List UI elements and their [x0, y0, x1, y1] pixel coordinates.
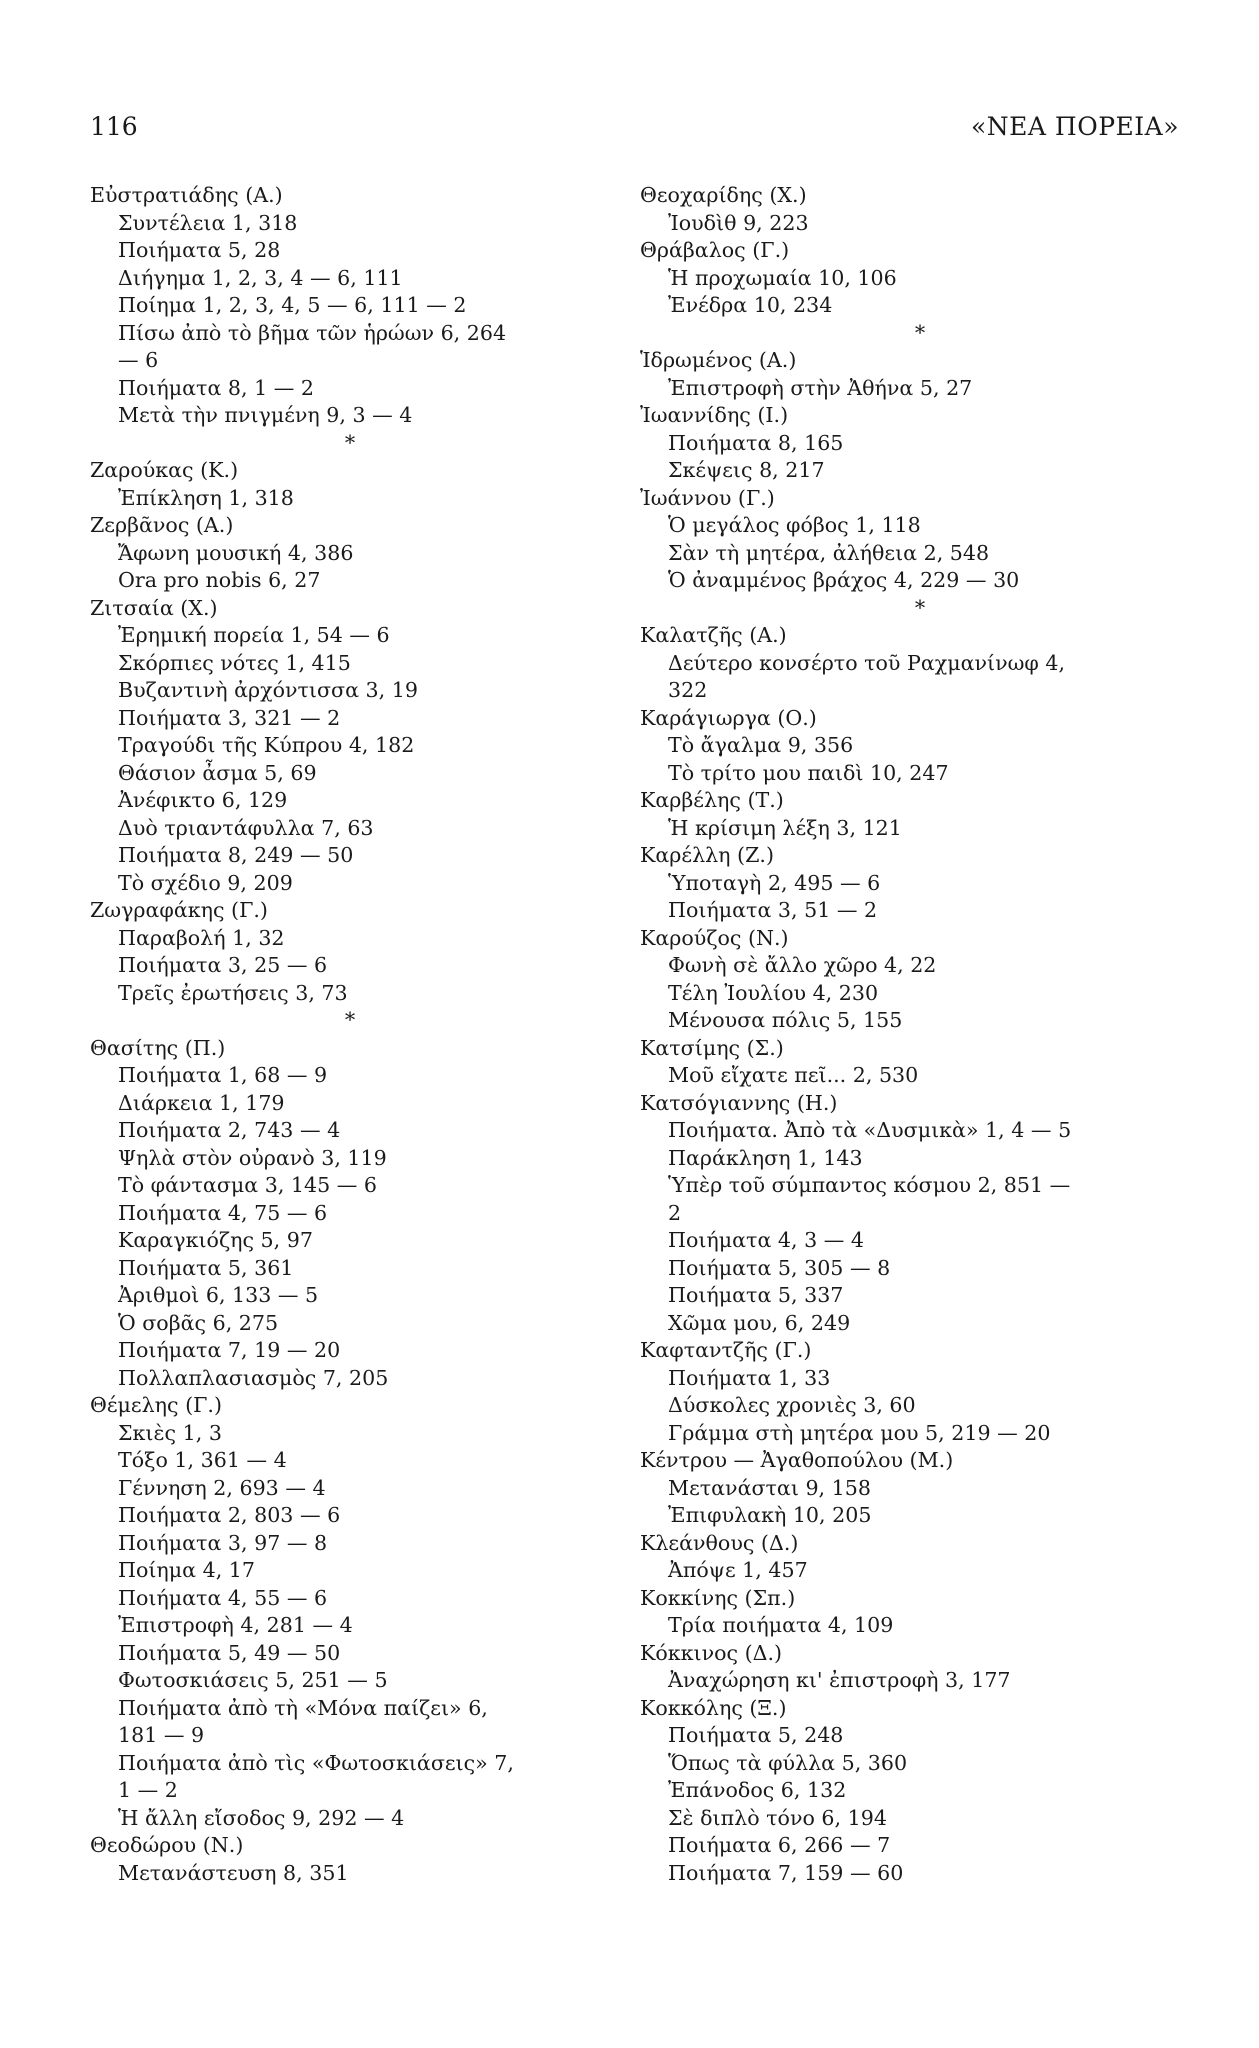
- work-entry: Σὲ διπλὸ τόνο 6, 194: [668, 1805, 887, 1830]
- work-entry: Ποιήματα 7, 159 — 60: [668, 1860, 904, 1885]
- work-entry: Ποιήματα 5, 28: [118, 238, 281, 262]
- work-entry: Ἀπόψε 1, 457: [668, 1558, 808, 1582]
- work-entry: Ἡ προχωμαία 10, 106: [668, 265, 897, 290]
- work-entry: Συντέλεια 1, 318: [118, 210, 298, 235]
- author-entry: Θράβαλος (Γ.): [640, 238, 790, 262]
- work-entry: Ora pro nobis 6, 27: [118, 568, 321, 592]
- section-separator: *: [914, 320, 926, 345]
- section-separator: *: [344, 430, 356, 455]
- work-entry: Ποιήματα 5, 337: [668, 1283, 844, 1307]
- work-entry: Τὸ σχέδιο 9, 209: [118, 870, 293, 895]
- work-entry: Ὑποταγὴ 2, 495 — 6: [668, 870, 881, 895]
- page-number: 116: [90, 112, 138, 141]
- work-entry: Πίσω ἀπὸ τὸ βῆμα τῶν ἡρώων 6, 264: [118, 320, 507, 345]
- entry-continuation: 1 — 2: [118, 1778, 178, 1802]
- work-entry: Ποιήματα 5, 361: [118, 1255, 294, 1280]
- author-entry: Θασίτης (Π.): [90, 1035, 226, 1060]
- work-entry: Τέλη Ἰουλίου 4, 230: [668, 980, 879, 1005]
- work-entry: Ποιήματα 3, 321 — 2: [118, 705, 341, 730]
- work-entry: Γέννηση 2, 693 — 4: [118, 1475, 326, 1500]
- work-entry: Ποιήματα 3, 25 — 6: [118, 953, 328, 977]
- work-entry: Ποιήματα 8, 165: [668, 430, 844, 455]
- work-entry: Ἐπίκληση 1, 318: [118, 485, 294, 510]
- running-title: «ΝΕΑ ΠΟΡΕΙΑ»: [970, 112, 1179, 141]
- work-entry: Διήγημα 1, 2, 3, 4 — 6, 111: [118, 265, 403, 290]
- work-entry: Τόξο 1, 361 — 4: [118, 1448, 287, 1472]
- work-entry: Τὸ τρίτο μου παιδὶ 10, 247: [668, 760, 949, 785]
- author-entry: Ζερβᾶνος (Α.): [90, 513, 234, 537]
- work-entry: Ὅπως τὰ φύλλα 5, 360: [668, 1750, 908, 1775]
- work-entry: Τὸ ἄγαλμα 9, 356: [668, 733, 854, 757]
- work-entry: Ἐπιφυλακὴ 10, 205: [668, 1503, 872, 1527]
- author-entry: Κέντρου — Ἀγαθοπούλου (Μ.): [640, 1448, 954, 1472]
- author-entry: Καφταντζῆς (Γ.): [640, 1338, 812, 1362]
- work-entry: Δεύτερο κονσέρτο τοῦ Ραχμανίνωφ 4,: [668, 650, 1066, 675]
- work-entry: Τρία ποιήματα 4, 109: [668, 1613, 894, 1637]
- work-entry: Ἐπιστροφὴ 4, 281 — 4: [118, 1613, 353, 1637]
- work-entry: Φωνὴ σὲ ἄλλο χῶρο 4, 22: [668, 953, 937, 977]
- author-entry: Ζωγραφάκης (Γ.): [90, 898, 268, 922]
- work-entry: Μετανάστευση 8, 351: [118, 1860, 349, 1885]
- author-entry: Κόκκινος (Δ.): [640, 1640, 783, 1665]
- work-entry: Ὁ μεγάλος φόβος 1, 118: [668, 513, 921, 537]
- entry-continuation: 181 — 9: [118, 1723, 205, 1747]
- work-entry: Ἡ κρίσιμη λέξη 3, 121: [668, 815, 902, 840]
- entry-continuation: 2: [668, 1200, 682, 1225]
- author-entry: Κοκκίνης (Σπ.): [640, 1585, 796, 1610]
- work-entry: Ποιήματα 1, 33: [668, 1365, 831, 1390]
- author-entry: Θεοδώρου (Ν.): [90, 1833, 244, 1857]
- author-entry: Κοκκόλης (Ξ.): [640, 1695, 787, 1720]
- work-entry: Ποιήματα 5, 49 — 50: [118, 1640, 341, 1665]
- work-entry: Μένουσα πόλις 5, 155: [668, 1008, 903, 1032]
- work-entry: Ποιήματα 2, 743 — 4: [118, 1118, 341, 1142]
- work-entry: Ποιήματα 3, 51 — 2: [668, 898, 878, 922]
- entry-continuation: 322: [668, 678, 708, 702]
- work-entry: Ποιήματα 4, 55 — 6: [118, 1585, 328, 1610]
- author-entry: Θέμελης (Γ.): [90, 1393, 222, 1417]
- work-entry: Δύσκολες χρονιὲς 3, 60: [668, 1393, 916, 1417]
- work-entry: Ὁ ἀναμμένος βράχος 4, 229 — 30: [668, 568, 1020, 592]
- work-entry: Ποιήματα 6, 266 — 7: [668, 1833, 891, 1857]
- work-entry: Ἐπάνοδος 6, 132: [668, 1778, 847, 1802]
- work-entry: Ψηλὰ στὸν οὐρανὸ 3, 119: [118, 1145, 387, 1170]
- author-entry: Καρούζος (Ν.): [640, 925, 789, 950]
- work-entry: Σκιὲς 1, 3: [118, 1420, 222, 1445]
- work-entry: Φωτοσκιάσεις 5, 251 — 5: [118, 1668, 388, 1692]
- work-entry: Μοῦ εἴχατε πεῖ... 2, 530: [668, 1063, 919, 1087]
- work-entry: Ἰουδὶθ 9, 223: [668, 210, 809, 235]
- work-entry: Παράκληση 1, 143: [668, 1145, 863, 1170]
- work-entry: Ποιήματα ἀπὸ τὴ «Μόνα παίζει» 6,: [118, 1695, 488, 1720]
- work-entry: Ποιήματα 3, 97 — 8: [118, 1530, 328, 1555]
- author-entry: Ἰωάννου (Γ.): [640, 485, 775, 510]
- section-separator: *: [914, 595, 926, 620]
- work-entry: Ἐνέδρα 10, 234: [668, 293, 833, 317]
- work-entry: Ποιήματα 4, 75 — 6: [118, 1200, 328, 1225]
- work-entry: Βυζαντινὴ ἀρχόντισσα 3, 19: [118, 678, 418, 702]
- author-entry: Εὐστρατιάδης (Α.): [90, 183, 283, 207]
- work-entry: Ἐπιστροφὴ στὴν Ἀθήνα 5, 27: [668, 375, 973, 400]
- work-entry: Δυὸ τριαντάφυλλα 7, 63: [118, 815, 374, 840]
- work-entry: Ποιήματα 1, 68 — 9: [118, 1063, 328, 1087]
- work-entry: Ποιήματα 5, 248: [668, 1723, 844, 1747]
- work-entry: Ἀριθμοὶ 6, 133 — 5: [118, 1283, 319, 1307]
- work-entry: Ἀνέφικτο 6, 129: [118, 788, 288, 812]
- work-entry: Χῶμα μου, 6, 249: [668, 1310, 851, 1335]
- work-entry: Σκέψεις 8, 217: [668, 458, 825, 482]
- work-entry: Ποιήματα 8, 249 — 50: [118, 843, 354, 867]
- work-entry: Ἐρημική πορεία 1, 54 — 6: [118, 623, 390, 647]
- entry-continuation: — 6: [118, 348, 159, 372]
- work-entry: Ποιήματα ἀπὸ τὶς «Φωτοσκιάσεις» 7,: [118, 1750, 514, 1775]
- work-entry: Πολλαπλασιασμὸς 7, 205: [118, 1365, 389, 1390]
- work-entry: Σὰν τὴ μητέρα, ἀλήθεια 2, 548: [668, 540, 990, 565]
- work-entry: Σκόρπιες νότες 1, 415: [118, 650, 351, 675]
- author-entry: Καρβέλης (Τ.): [640, 788, 784, 812]
- author-entry: Ἰωαννίδης (Ι.): [640, 403, 789, 427]
- work-entry: Ποίημα 1, 2, 3, 4, 5 — 6, 111 — 2: [118, 293, 467, 317]
- author-entry: Θεοχαρίδης (Χ.): [640, 183, 807, 207]
- work-entry: Ἄφωνη μουσική 4, 386: [118, 540, 354, 565]
- index-column-left: [90, 182, 610, 1887]
- author-entry: Κατσόγιαννης (Η.): [640, 1090, 838, 1115]
- work-entry: Καραγκιόζης 5, 97: [118, 1228, 313, 1252]
- author-entry: Καρέλλη (Ζ.): [640, 843, 774, 867]
- work-entry: Διάρκεια 1, 179: [118, 1090, 285, 1115]
- work-entry: Ποιήματα 7, 19 — 20: [118, 1338, 341, 1362]
- section-separator: *: [344, 1008, 356, 1032]
- work-entry: Τραγούδι τῆς Κύπρου 4, 182: [118, 733, 415, 757]
- work-entry: Ποιήματα. Ἀπὸ τὰ «Δυσμικὰ» 1, 4 — 5: [668, 1118, 1072, 1142]
- work-entry: Μετὰ τὴν πνιγμένη 9, 3 — 4: [118, 403, 413, 427]
- work-entry: Ὁ σοβᾶς 6, 275: [118, 1310, 279, 1335]
- work-entry: Ἀναχώρηση κι' ἐπιστροφὴ 3, 177: [668, 1668, 1011, 1692]
- author-entry: Ἱδρωμένος (Α.): [640, 348, 797, 372]
- work-entry: Θάσιον ἆσμα 5, 69: [118, 760, 317, 785]
- index-column-right: [640, 182, 1200, 1887]
- work-entry: Ποιήματα 4, 3 — 4: [668, 1228, 864, 1252]
- author-entry: Ζαρούκας (Κ.): [90, 458, 239, 482]
- work-entry: Ποιήματα 8, 1 — 2: [118, 375, 314, 400]
- work-entry: Ποιήματα 5, 305 — 8: [668, 1255, 891, 1280]
- author-entry: Ζιτσαία (Χ.): [90, 595, 218, 620]
- work-entry: Ποιήματα 2, 803 — 6: [118, 1503, 341, 1527]
- work-entry: Ποίημα 4, 17: [118, 1558, 256, 1582]
- author-entry: Κλεάνθους (Δ.): [640, 1530, 799, 1555]
- work-entry: Τὸ φάντασμα 3, 145 — 6: [118, 1173, 378, 1197]
- page-header: [90, 112, 1179, 152]
- work-entry: Ἡ ἄλλη εἴσοδος 9, 292 — 4: [118, 1805, 405, 1830]
- work-entry: Τρεῖς ἐρωτήσεις 3, 73: [118, 980, 348, 1005]
- work-entry: Γράμμα στὴ μητέρα μου 5, 219 — 20: [668, 1420, 1051, 1445]
- author-entry: Κατσίμης (Σ.): [640, 1035, 784, 1060]
- work-entry: Μετανάσται 9, 158: [668, 1475, 871, 1500]
- work-entry: Παραβολή 1, 32: [118, 925, 285, 950]
- work-entry: Ὑπὲρ τοῦ σύμπαντος κόσμου 2, 851 —: [668, 1173, 1071, 1197]
- author-entry: Καράγιωργα (Ο.): [640, 705, 817, 730]
- author-entry: Καλατζῆς (Α.): [640, 623, 787, 647]
